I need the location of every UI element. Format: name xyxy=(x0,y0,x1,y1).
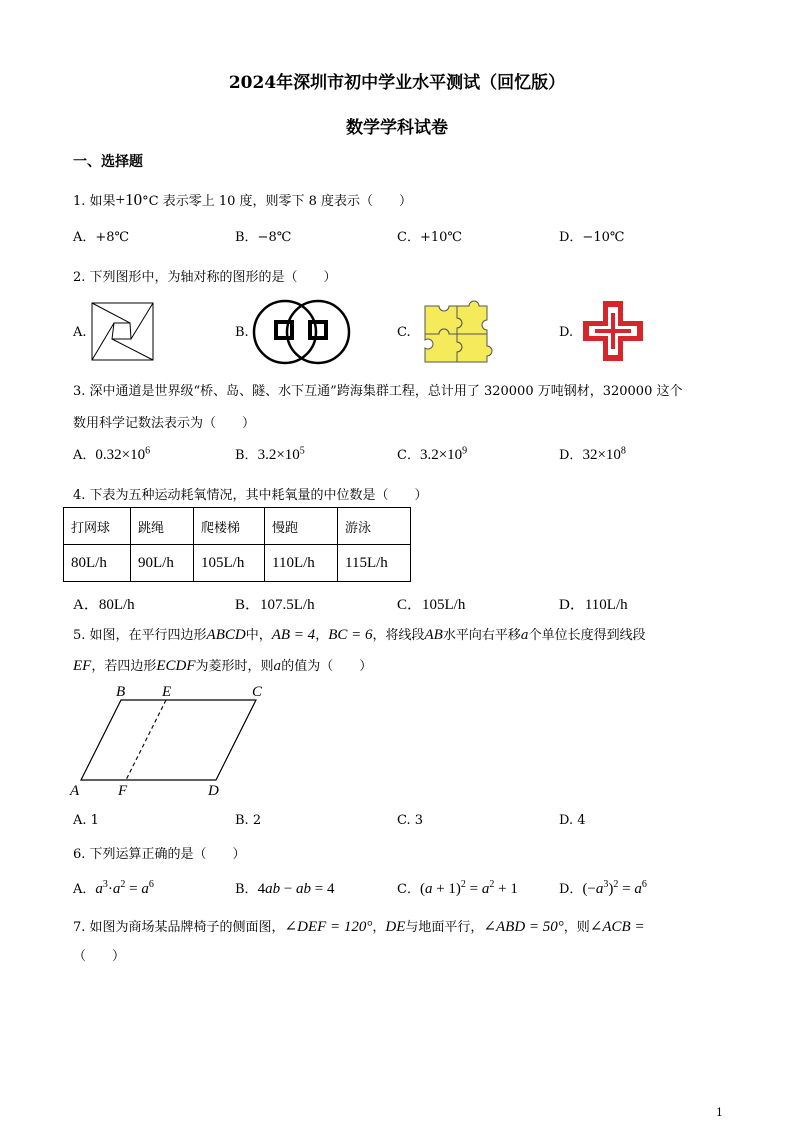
table-cell: 90L/h xyxy=(131,545,194,582)
page-number: 1 xyxy=(716,1106,723,1119)
table-cell: 110L/h xyxy=(265,545,338,582)
section-heading: 一、选择题 xyxy=(73,154,143,170)
table-row xyxy=(64,545,411,582)
question-3-stem-line2: 数用科学记数法表示为（ ） xyxy=(73,416,256,431)
point-label-d: D xyxy=(208,783,219,798)
q3-option-a[interactable]: A．$0.32\times 10^6$ xyxy=(73,445,151,463)
parallelogram-figure xyxy=(66,682,276,798)
table-cell: 80L/h xyxy=(64,545,131,582)
q1-option-c[interactable]: C．+10℃ xyxy=(397,230,462,245)
q2-option-c-label[interactable]: C. xyxy=(397,325,411,340)
q1-option-d[interactable]: D．−10℃ xyxy=(559,230,625,245)
q1-option-b[interactable]: B．−8℃ xyxy=(235,230,292,245)
question-2-stem: 2. 下列图形中，为轴对称的图形的是（ ） xyxy=(73,270,337,285)
q3-option-b[interactable]: B．$3.2\times 10^5$ xyxy=(235,445,305,463)
q6-option-c[interactable]: C．$(a + 1)^2 = a^2 + 1$ xyxy=(397,879,518,897)
interlocking-coins-figure xyxy=(252,298,352,366)
question-6-stem: 6. 下列运算正确的是（ ） xyxy=(73,847,246,862)
point-label-c: C xyxy=(252,684,263,700)
page-subtitle: 数学学科试卷 xyxy=(346,118,448,138)
red-cross-figure xyxy=(581,299,645,363)
q4-option-d[interactable]: D．110L/h xyxy=(559,597,628,613)
table-cell: 爬楼梯 xyxy=(194,508,265,545)
point-label-a: A xyxy=(70,783,80,798)
q6-option-a[interactable]: A．$a^3\cdot a^2 = a^6$ xyxy=(73,879,154,897)
question-5-stem-line1: 5. 如图，在平行四边形ABCD中，AB = 4，BC = 6，将线段AB水平向右平移a个单位长度得到线段 xyxy=(73,627,646,643)
q6-option-d[interactable]: D．$(-a^3)^2 = a^6$ xyxy=(559,879,647,897)
page-title: 2024年深圳市初中学业水平测试（回忆版） xyxy=(228,73,566,93)
q2-option-d-label[interactable]: D. xyxy=(559,325,574,340)
q5-option-b[interactable]: B. 2 xyxy=(235,813,262,828)
q5-option-d[interactable]: D. 4 xyxy=(559,813,586,828)
point-label-e: E xyxy=(162,684,172,700)
q5-option-a[interactable]: A. 1 xyxy=(73,813,99,828)
table-cell: 115L/h xyxy=(338,545,411,582)
q5-option-c[interactable]: C. 3 xyxy=(397,813,424,828)
question-4-stem: 4. 下表为五种运动耗氧情况，其中耗氧量的中位数是（ ） xyxy=(73,488,428,503)
pinwheel-square-figure xyxy=(90,301,156,363)
oxygen-consumption-table xyxy=(63,507,411,582)
q2-option-a-label[interactable]: A. xyxy=(73,325,87,340)
table-cell: 慢跑 xyxy=(265,508,338,545)
table-cell: 打网球 xyxy=(64,508,131,545)
question-7-stem-line1: 7. 如图为商场某品牌椅子的侧面图，∠DEF = 120°，DE与地面平行，∠ABD = 50°，则∠ACB = xyxy=(73,919,645,935)
question-1-stem: 1. 如果+10°C 表示零上 10 度，则零下 8 度表示（ ） xyxy=(73,190,413,209)
point-label-b: B xyxy=(116,684,126,700)
question-3-stem-line1: 3. 深中通道是世界级“桥、岛、隧、水下互通”跨海集群工程，总计用了 320000 万吨钢材，320000 这个 xyxy=(73,384,683,399)
question-5-stem-line2: EF，若四边形ECDF为菱形时，则a的值为（ ） xyxy=(73,658,373,674)
q3-option-c[interactable]: C．$3.2\times 10^9$ xyxy=(397,445,468,463)
point-label-f: F xyxy=(118,783,128,798)
question-7-stem-line2: （ ） xyxy=(73,949,126,964)
q4-option-c[interactable]: C．105L/h xyxy=(397,597,466,613)
puzzle-pieces-figure xyxy=(421,300,493,366)
q1-option-a[interactable]: A．+8℃ xyxy=(73,230,130,245)
table-header-row xyxy=(64,508,411,545)
q4-option-b[interactable]: B．107.5L/h xyxy=(235,597,315,613)
table-cell: 跳绳 xyxy=(131,508,194,545)
q4-option-a[interactable]: A．80L/h xyxy=(73,597,135,613)
q3-option-d[interactable]: D．$32\times 10^8$ xyxy=(559,445,626,463)
q6-option-b[interactable]: B．4ab − ab = 4 xyxy=(235,881,335,897)
table-cell: 游泳 xyxy=(338,508,411,545)
q2-option-b-label[interactable]: B. xyxy=(235,325,249,340)
table-cell: 105L/h xyxy=(194,545,265,582)
